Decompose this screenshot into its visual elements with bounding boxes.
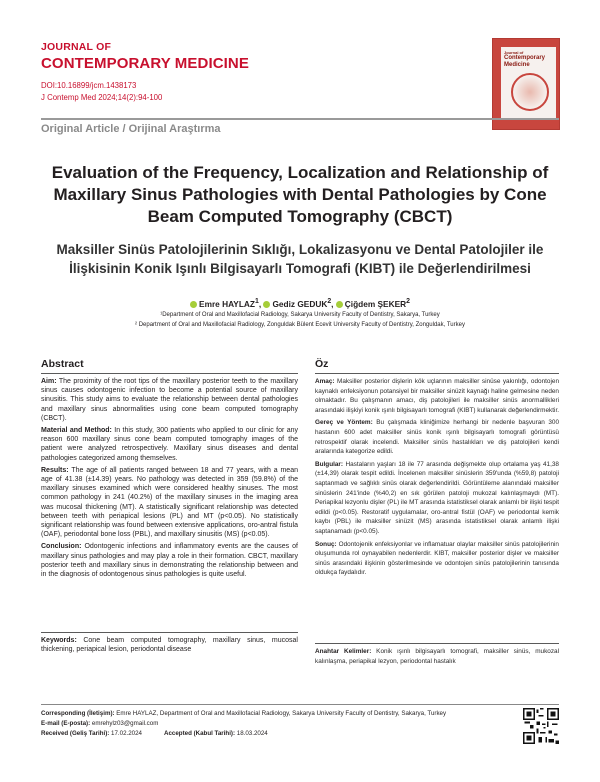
abstract-heading: Abstract (41, 358, 84, 370)
oz-body (315, 377, 559, 578)
abstract-body (41, 377, 298, 579)
author-list (41, 298, 559, 309)
qr-code-icon[interactable] (523, 708, 559, 744)
journal-name-line1: JOURNAL OF (41, 41, 112, 53)
orcid-icon[interactable] (336, 301, 343, 308)
dates: Received (Geliş Tarihi): 17.02.2024 Accepted (Kabul Tarihi): 18.03.2024 (41, 730, 268, 737)
abstract-keywords: Keywords: Cone beam computed tomography, maxillary sinus, mucosal thickening, periapical lesion, periodontal disease (41, 637, 298, 654)
abstract-aim: Aim: The proximity of the root tips of the maxillary posterior teeth to the maxillary sinus causes odontogenic infection to become a potential source of maxillary sinusitis. This study aims to evaluate the relationship between dental pathologies and maxillary sinus abnormalities using cone beam computed tomography (CBCT). (41, 378, 298, 422)
oz-yontem: Gereç ve Yöntem: Bu çalışmada kliniğimize herhangi bir nedenle başvuran 300 hastanın 600 adet maksiller sinüs konik ışınlı bilgisayarlı tomografi görüntüsü retrospektif olarak incelendi. Maksiller sinüs hastalıkları ve diş patolojileri kendi aralarında kategorize edildi. (315, 419, 560, 456)
email: E-mail (E-posta): emrehylz03@gmail.com (41, 720, 159, 727)
header-divider (41, 118, 559, 120)
cover-title-small: Journal of (504, 50, 524, 55)
affiliation-2: ² Department of Oral and Maxillofacial Radiology, Zonguldak Bülent Ecevit University Faculty of Dentistry, Zonguldak, Turkey (135, 322, 465, 328)
oz-rule (315, 373, 559, 374)
article-type: Original Article / Orijinal Araştırma (41, 123, 221, 135)
journal-cover-image (492, 38, 560, 130)
orcid-icon[interactable] (263, 301, 270, 308)
author[interactable]: Çiğdem ŞEKER$^2$ (336, 299, 410, 309)
citation: J Contemp Med 2024;14(2):94-100 (41, 93, 163, 102)
journal-name-line2: CONTEMPORARY MEDICINE (41, 55, 249, 72)
oz-bulgular: Bulgular: Hastaların yaşları 18 ile 77 arasında değişmekte olup ortalama yaş 41,38 (±14,39) olarak tespit edildi. İncelenen maksiller sinüslerin 359'unda (%59,8) patoloji saptanmadı ve sağlıklı sinüs olarak değerlendirildi. Görüntüleme alanındaki maksiller sinüslerin 241'inde (%40,2) en sık görülen patoloji mukozal kalınlaşmaydı (MT). Periapikal lezyonlu dişler (PL) ile MT arasında istatistiksel olarak anlamlı bir ilişki tespit edildi (p<0.05). Restoratif uygulamalar, oro-antral fistül (OAF) ve periodontal kemik kaybı (PBL) ile maksiller sinüzit (MS) arasında istatistiksel olarak anlamlı ilişki saptanamadı (p<0.05). (315, 460, 559, 535)
article-title-en: Evaluation of the Frequency, Localization and Relationship of Maxillary Sinus Pathologies with Dental Pathologies by Cone Beam Computed Tomography (CBCT) (51, 163, 549, 226)
affiliation-1: ¹Department of Oral and Maxillofacial Radiology, Sakarya University Faculty of Dentistry, Sakarya, Turkey (160, 312, 440, 318)
orcid-icon[interactable] (190, 301, 197, 308)
keywords-rule (41, 632, 298, 633)
author[interactable]: Emre HAYLAZ$^1$, (190, 299, 263, 309)
oz-keywords-rule (315, 643, 559, 644)
doi[interactable]: DOI:10.16899/jcm.1438173 (41, 81, 137, 90)
article-title-tr: Maksiller Sinüs Patolojilerinin Sıklığı, Lokalizasyonu ve Dental Patolojiler ile İlişkisinin Konik Işınlı Bilgisayarlı Tomografi (KIBT) ile Değerlendirilmesi (56, 242, 544, 276)
abstract-method: Material and Method: In this study, 300 patients who applied to our clinic for any reason 600 maxillary sinus cone beam computed tomography images of the patient were analyzed retrospectively. Maxillary sinus diseases and dental pathologies categorized among themselves. (41, 427, 298, 462)
cover-title-big: Contemporary Medicine (504, 55, 546, 68)
abstract-rule (41, 373, 298, 374)
author[interactable]: Gediz GEDUK$^2$, (263, 299, 335, 309)
cover-illustration (511, 73, 549, 111)
oz-amac: Amaç: Maksiller posterior dişlerin kök uçlarının maksiller sinüse yakınlığı, odontojen kaynaklı enfeksiyonun potansiyel bir maksiller sinüzit kaynağı haline gelmesine neden olmaktadır. Bu çalışmanın amacı, diş patolojileri ile maksiller sinüs anormallikleri arasındaki ilişkiyi konik ışınlı bilgisayarlı tomografi (KIBT) kullanarak değerlendirmektir. (315, 378, 560, 414)
oz-sonuc: Sonuç: Odontojenik enfeksiyonlar ve inflamatuar olaylar maksiller sinüs patolojilerinin oluşumunda rol oynayabilen nedenlerdir. KIBT, maksiller posterior dişler ve maksiller sinüs arasındaki ilişkinin gösterilmesinde ve odontojen sinüs patolojilerinin tanısında oldukça faydalıdır. (315, 540, 559, 577)
abstract-conclusion: Conclusion: Odontogenic infections and inflammatory events are the causes of maxillary sinus pathologies and may play a role in their formation. CBCT, maxillary posterior teeth and maxillary sinus in demonstrating the relationship between and in the diagnosis of odontogenous sinus pathologies is quite useful. (41, 543, 298, 579)
footer-rule (41, 704, 559, 705)
oz-heading: Öz (315, 358, 329, 370)
corresponding: Corresponding (İletişim): Emre HAYLAZ, Department of Oral and Maxillofacial Radiology, Sakarya University Faculty of Dentistry, Sakarya, Turkey (41, 710, 447, 717)
abstract-results: Results: The age of all patients ranged between 18 and 77 years, with a mean age of 41.38 (±14.39) years. No pathology was detected in 359 (59.8%) of the maxillary sinuses examined which were considered healthy sinuses. The most common pathology in 241 (40.2%) of the maxillary sinuses in the imaging area was mucosal thickening (MT). A statistically significant relationship was detected between teeth with periapical lesions (PL) and MT (p<0.05). No statistically significant relationship was found between extensive applications, oro-antral fistula (OAF), periodontal bone loss (PBL), and maxillary sinusitis (MS) (p<0.05). (41, 466, 298, 539)
oz-keywords: Anahtar Kelimler: Konik ışınlı bilgisayarlı tomografi, maksiller sinüs, mukozal kalınlaşma, periapikal lezyon, periodontal hastalık (315, 648, 559, 665)
